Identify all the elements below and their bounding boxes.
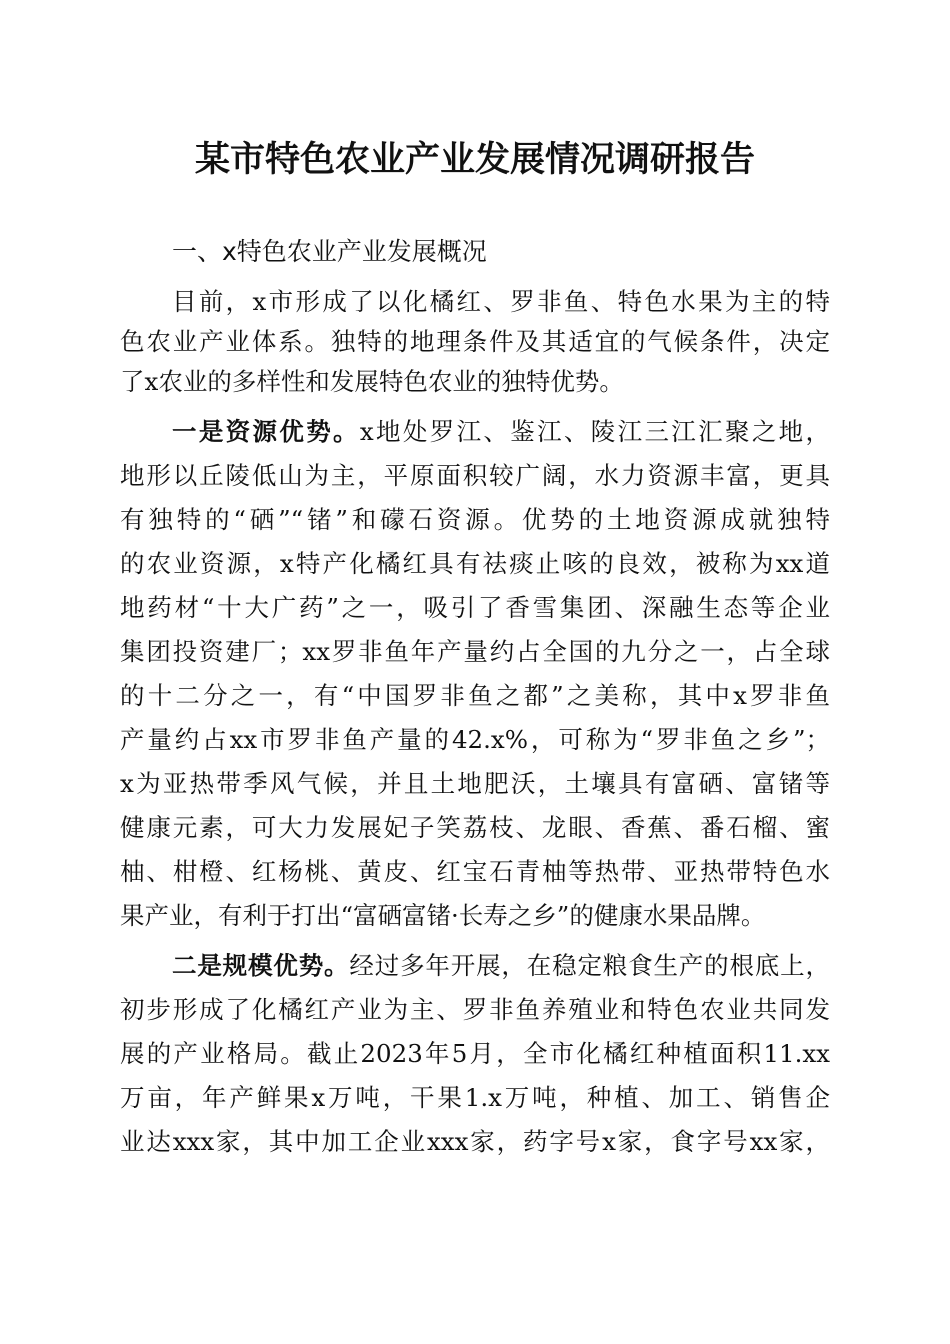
paragraph-lead: 二是规模优势。 — [172, 951, 350, 980]
paragraph-lead: 一是资源优势。 — [172, 417, 360, 446]
paragraph-line: 地形以丘陵低山为主，平原面积较广阔，水力资源丰富，更具 — [120, 461, 830, 490]
paragraph-line — [172, 946, 830, 986]
paragraph-text: x地处罗江、鉴江、陵江三江汇聚之地， — [359, 417, 830, 446]
paragraph-line: 的十二分之一，有“中国罗非鱼之都”之美称，其中x罗非鱼 — [120, 681, 830, 710]
document-title: 某市特色农业产业发展情况调研报告 — [194, 139, 755, 180]
paragraph-line: 柚、柑橙、红杨桃、黄皮、红宝石青柚等热带、亚热带特色水 — [120, 857, 830, 886]
paragraph-line: 有独特的“硒”“锗”和礞石资源。优势的土地资源成就独特 — [120, 505, 830, 534]
paragraph-line: 了x农业的多样性和发展特色农业的独特优势。 — [120, 367, 624, 396]
paragraph-line: 的农业资源，x特产化橘红具有祛痰止咳的良效，被称为xx道 — [120, 549, 830, 578]
paragraph-line: 初步形成了化橘红产业为主、罗非鱼养殖业和特色农业共同发 — [120, 995, 830, 1024]
paragraph-line: 万亩，年产鲜果x万吨，干果1.x万吨，种植、加工、销售企 — [120, 1083, 830, 1112]
paragraph-line: 目前，x市形成了以化橘红、罗非鱼、特色水果为主的特 — [172, 287, 830, 316]
paragraph-text: 经过多年开展，在稳定粮食生产的根底上， — [349, 951, 831, 980]
paragraph-line: 集团投资建厂；xx罗非鱼年产量约占全国的九分之一，占全球 — [120, 637, 830, 666]
paragraph-line: 色农业产业体系。独特的地理条件及其适宜的气候条件，决定 — [120, 327, 830, 356]
section-heading: 一、x特色农业产业发展概况 — [172, 237, 487, 266]
paragraph-line: 果产业，有利于打出“富硒富锗·长寿之乡”的健康水果品牌。 — [120, 901, 766, 930]
paragraph-line: 地药材“十大广药”之一，吸引了香雪集团、深融生态等企业 — [120, 593, 830, 622]
paragraph-line: 产量约占xx市罗非鱼产量的42.x%，可称为“罗非鱼之乡”； — [120, 725, 830, 754]
paragraph-line: 健康元素，可大力发展妃子笑荔枝、龙眼、香蕉、番石榴、蜜 — [120, 813, 830, 842]
paragraph-line — [172, 412, 830, 452]
paragraph-line: 展的产业格局。截止2023年5月，全市化橘红种植面积11.xx — [120, 1039, 830, 1068]
paragraph-line: x为亚热带季风气候，并且土地肥沃，土壤具有富硒、富锗等 — [120, 769, 830, 798]
paragraph-line: 业达xxx家，其中加工企业xxx家，药字号x家，食字号xx家， — [120, 1127, 830, 1156]
